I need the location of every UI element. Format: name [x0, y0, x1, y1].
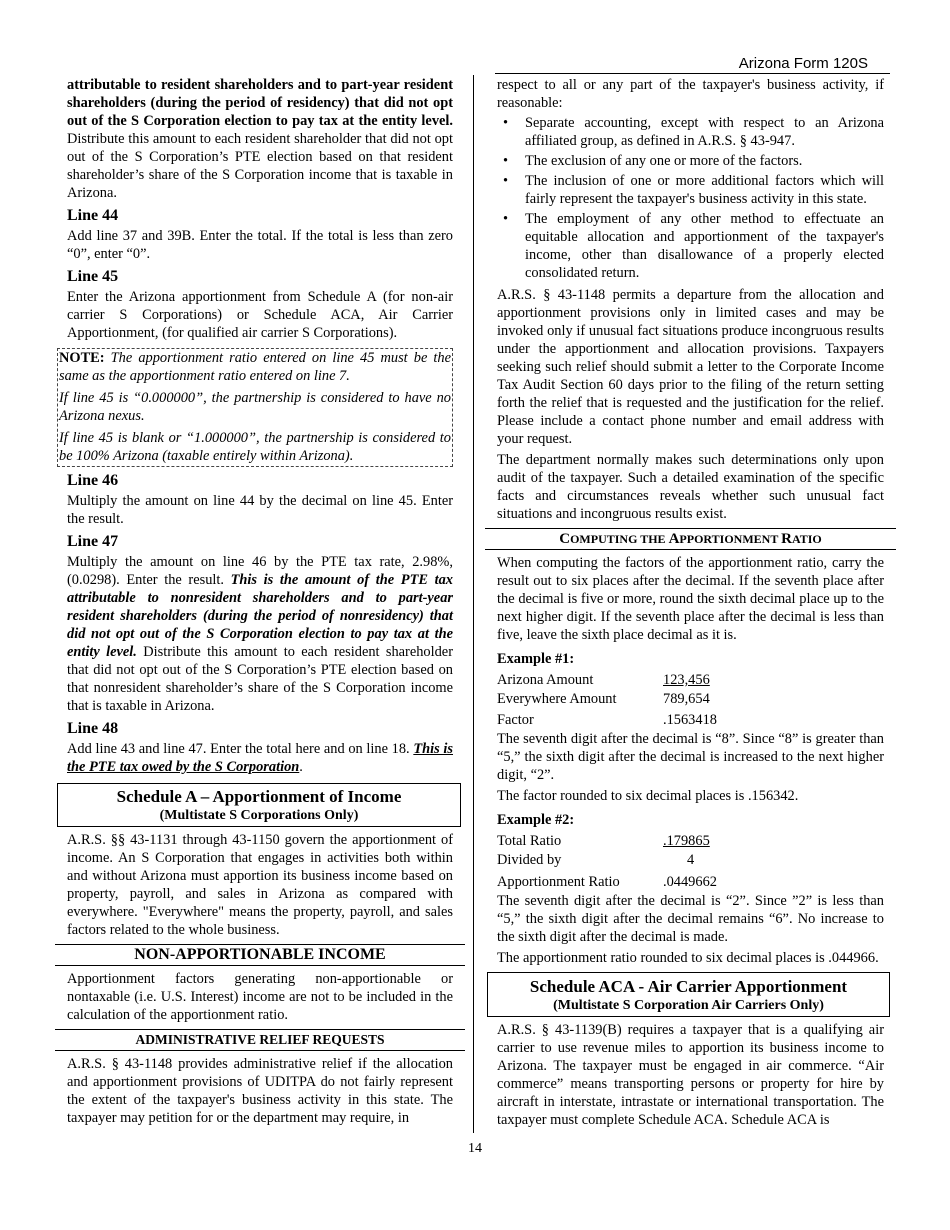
- schedule-aca-subtitle: (Multistate S Corporation Air Carriers Only): [553, 998, 824, 1013]
- relief-departure-text: A.R.S. § 43-1148 permits a departure from the allocation and apportionment provisions only in limited cases and may be invoked only if unusual fact situations produce incongruous results under the apportionment and allocation provisions. Taxpayers seeking such relief should submit a letter to the Corporate Income Tax Audit Section 60 days prior to the filing of the return setting forth the relief that is requested and the justification for the relief. Please include a contact phone number and email address with your request.: [497, 287, 884, 447]
- header-rule: [495, 73, 890, 74]
- non-apportionable-text: Apportionment factors generating non-apportionable or nontaxable (i.e. U.S. Interest) income are not to be included in the calculation of the apportionment ratio.: [67, 971, 453, 1023]
- schedule-a-subtitle: (Multistate S Corporations Only): [159, 808, 359, 823]
- table-row: Divided by 4: [497, 852, 695, 868]
- schedule-a-title: Schedule A – Apportionment of Income: [116, 787, 402, 806]
- admin-relief-text: A.R.S. § 43-1148 provides administrative relief if the allocation and apportionment provisions of UDITPA do not fairly represent the extent of the taxpayer's business activity in this state. The taxpayer may petition for or the department may require, in: [67, 1056, 453, 1126]
- line48-heading: Line 48: [67, 720, 119, 737]
- table-row: Apportionment Ratio .0449662: [497, 874, 717, 890]
- list-item: • Separate accounting, except with respect to an Arizona affiliated group, as defined in A.R.S. § 43-947.: [497, 114, 884, 150]
- left-column: [59, 76, 453, 1127]
- computing-ratio-text: When computing the factors of the apportionment ratio, carry the result out to six places after the decimal. If the seventh place after the decimal is five or more, round the sixth decimal place up to the next higher digit. If the seventh place after the decimal is less than five, leave the sixth place decimal as it is.: [497, 555, 884, 643]
- schedule-aca-title: Schedule ACA - Air Carrier Apportionment: [529, 977, 848, 996]
- example1-explanation: The seventh digit after the decimal is “8”. Since “8” is greater than “5,” the sixth digit after the decimal is increased to the next higher digit, “2”.: [497, 731, 884, 783]
- line46-heading: Line 46: [67, 472, 119, 489]
- table-row: Factor .1563418: [497, 712, 717, 728]
- line45-heading: Line 45: [67, 268, 119, 285]
- schedule-aca-text: A.R.S. § 43-1139(B) requires a taxpayer that is a qualifying air carrier to use revenue miles to apportion its business income to Arizona. The taxpayer must be engaged in air commerce. “Air commerce” means transporting persons or property for hire by aircraft in interstate, intrastate or international transportation. The taxpayer must complete Schedule ACA. Schedule ACA is: [497, 1022, 884, 1128]
- relief-methods-list: [497, 114, 884, 282]
- list-item: • The inclusion of one or more additional factors which will fairly represent the taxpayer's business activity in this state.: [497, 172, 884, 208]
- line44-heading: Line 44: [67, 207, 119, 224]
- example2-explanation: The seventh digit after the decimal is “2”. Since ”2” is less than “5,” the sixth digit after the decimal remains “6”. No increase to the sixth digit after the decimal is made.: [497, 893, 884, 945]
- note-box: [57, 348, 453, 467]
- example2-table: [497, 832, 884, 892]
- note-1: NOTE: The apportionment ratio entered on line 45 must be the same as the apportionment ratio entered on line 7.: [59, 350, 451, 384]
- column-divider: [473, 75, 474, 1133]
- list-item: • The exclusion of any one or more of the factors.: [497, 152, 884, 170]
- table-row: Everywhere Amount 789,654: [497, 691, 710, 707]
- non-apportionable-heading: NON-APPORTIONABLE INCOME: [55, 944, 465, 966]
- relief-continuation: respect to all or any part of the taxpayer's business activity, if reasonable:: [497, 77, 884, 111]
- line48-text: Add line 43 and line 47. Enter the total here and on line 18. This is the PTE tax owed by the S Corporation.: [67, 741, 453, 775]
- example1-heading: Example #1:: [497, 651, 575, 667]
- line45-text: Enter the Arizona apportionment from Schedule A (for non-air carrier S Corporations) or Schedule ACA, Air Carrier Apportionment, (for qualified air carrier S Corporations).: [67, 289, 453, 341]
- table-row: Arizona Amount 123,456: [497, 672, 710, 688]
- list-item: • The employment of any other method to effectuate an equitable allocation and apportionment of the taxpayer's income, other than disallowance of a properly elected consolidated return.: [497, 210, 884, 282]
- note-3: If line 45 is blank or “1.000000”, the partnership is considered to be 100% Arizona (taxable entirely within Arizona).: [59, 430, 451, 464]
- line46-text: Multiply the amount on line 44 by the decimal on line 45. Enter the result.: [67, 493, 453, 527]
- example2-result: The apportionment ratio rounded to six decimal places is .044966.: [497, 950, 879, 966]
- schedule-aca-box: [487, 972, 890, 1017]
- note-2: If line 45 is “0.000000”, the partnership is considered to have no Arizona nexus.: [59, 390, 451, 424]
- admin-relief-heading: ADMINISTRATIVE RELIEF REQUESTS: [55, 1029, 465, 1051]
- example1-result: The factor rounded to six decimal places is .156342.: [497, 788, 799, 804]
- schedule-a-text: A.R.S. §§ 43-1131 through 43-1150 govern the apportionment of income. An S Corporation that engages in activities both within and without Arizona must apportion its business income based on property, payroll, and sales in Arizona as compared with everywhere. "Everywhere" means the property, payroll, and sales factors related to the whole business.: [67, 832, 453, 938]
- right-column: [497, 76, 884, 1129]
- determination-text: The department normally makes such determinations only upon audit of the taxpayer. Such a detailed examination of the specific facts and circumstances reveals whether such unusual fact situations and incongruous results exist.: [497, 452, 884, 522]
- line47-heading: Line 47: [67, 533, 119, 550]
- page-number: 14: [468, 1141, 482, 1156]
- example2-heading: Example #2:: [497, 812, 575, 828]
- example1-table: [497, 671, 884, 730]
- form-title: Arizona Form 120S: [738, 55, 868, 72]
- schedule-a-box: [57, 783, 461, 827]
- line43-continuation: attributable to resident shareholders and to part-year resident shareholders (during the period of residency) that did not opt out of the S Corporation election to pay tax at the entity level. Distribute this amount to each resident shareholder that did not opt out of the S Corporation’s PTE election based on that resident shareholder’s share of the S Corporation income that is taxable in Arizona.: [67, 77, 453, 201]
- table-row: Total Ratio .179865: [497, 833, 710, 849]
- line47-text: Multiply the amount on line 46 by the PTE tax rate, 2.98%, (0.0298). Enter the result. This is the amount of the PTE tax attributable to nonresident shareholders and to part-year resident shareholders (during the period of nonresidency) that did not opt out of the S Corporation election to pay tax at the entity level. Distribute this amount to each resident shareholder that did not opt out of the S Corporation’s PTE election based on that nonresident shareholder’s share of the S Corporation income that is taxable in Arizona.: [67, 554, 453, 714]
- line44-text: Add line 37 and 39B. Enter the total. If the total is less than zero “0”, enter “0”.: [67, 228, 453, 262]
- computing-ratio-heading: COMPUTING THE APPORTIONMENT RATIO: [485, 528, 896, 550]
